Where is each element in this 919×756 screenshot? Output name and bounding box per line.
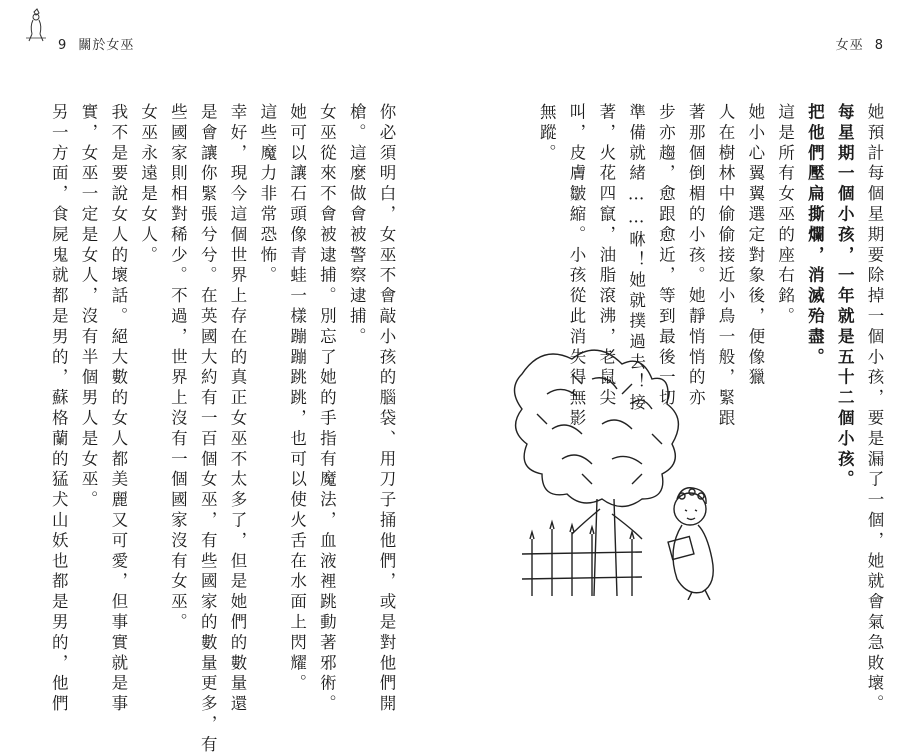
right-page-text-line-5: 她小心翼翼選定對象後，便像獵 bbox=[745, 103, 765, 389]
right-page-text-line-3: 把他們壓扁撕爛，消滅殆盡。 bbox=[805, 103, 825, 369]
left-page bbox=[0, 0, 459, 756]
left-page-text-line-7: 是會讓你緊張兮兮。在英國大約有一百個女巫，有些國家的數量更多，有 bbox=[198, 103, 218, 756]
left-page-body-text bbox=[43, 103, 401, 756]
right-page-text-line-10: 著，火花四竄，油脂滾沸，老鼠尖 bbox=[596, 103, 616, 409]
right-page-text-line-12: 無蹤。 bbox=[537, 103, 557, 165]
right-page-number: 8 bbox=[874, 38, 884, 53]
left-page-text-line-8: 些國家則相對稀少。不過，世界上沒有一個國家沒有女巫。 bbox=[168, 103, 188, 634]
witch-logo-icon bbox=[20, 8, 50, 42]
witch-child-garden-illustration bbox=[502, 334, 742, 600]
left-page-text-line-5: 這些魔力非常恐怖。 bbox=[257, 103, 277, 287]
right-page-header bbox=[836, 34, 890, 53]
right-page-book-title: 女巫 bbox=[835, 38, 864, 53]
left-page-text-line-3: 女巫從來不會被逮捕。別忘了她的手指有魔法，血液裡跳動著邪術。 bbox=[317, 103, 337, 715]
right-page-text-line-6: 人在樹林中偷偷接近小鳥一般，緊跟 bbox=[716, 103, 736, 430]
left-page-text-line-10: 我不是要說女人的壞話。絕大數的女人都美麗又可愛，但事實就是事 bbox=[108, 103, 128, 715]
left-page-number: 9 bbox=[58, 38, 68, 53]
left-page-text-line-4: 她可以讓石頭像青蛙一樣蹦蹦跳跳，也可以使火舌在水面上閃耀。 bbox=[287, 103, 307, 695]
right-page-text-line-9: 準備就緒……咻！她就撲過去！接 bbox=[626, 103, 646, 414]
left-page-text-line-9: 女巫永遠是女人。 bbox=[138, 103, 158, 267]
left-page-text-line-2: 槍。這麼做會被警察逮捕。 bbox=[347, 103, 367, 348]
left-page-text-line-12: 另一方面，食屍鬼就都是男的，蘇格蘭的猛犬山妖也都是男的，他們 bbox=[49, 103, 69, 715]
right-page-text-line-8: 步亦趨，愈跟愈近，等到最後一切 bbox=[656, 103, 676, 409]
right-page-text-line-7: 著那個倒楣的小孩。她靜悄悄的亦 bbox=[686, 103, 706, 409]
right-page-text-line-2: 每星期一個小孩，一年就是五十二個小孩。 bbox=[835, 103, 855, 491]
right-page-text-line-4: 這是所有女巫的座右銘。 bbox=[775, 103, 795, 328]
left-page-text-line-1: 你必須明白，女巫不會敲小孩的腦袋、用刀子捅他們，或是對他們開 bbox=[377, 103, 396, 715]
right-page-text-line-11: 叫，皮膚皺縮。小孩從此消失得無影 bbox=[567, 103, 587, 430]
left-page-text-line-6: 幸好，現今這個世界上存在的真正女巫不太多了，但是她們的數量還 bbox=[228, 103, 248, 715]
left-page-header bbox=[52, 34, 134, 53]
right-page-text-line-1: 她預計每個星期要除掉一個小孩，要是漏了一個，她就會氣急敗壞。 bbox=[865, 103, 884, 715]
left-page-text-line-11: 實，女巫一定是女人，沒有半個男人是女巫。 bbox=[79, 103, 99, 511]
left-page-chapter-title: 關於女巫 bbox=[78, 38, 135, 53]
